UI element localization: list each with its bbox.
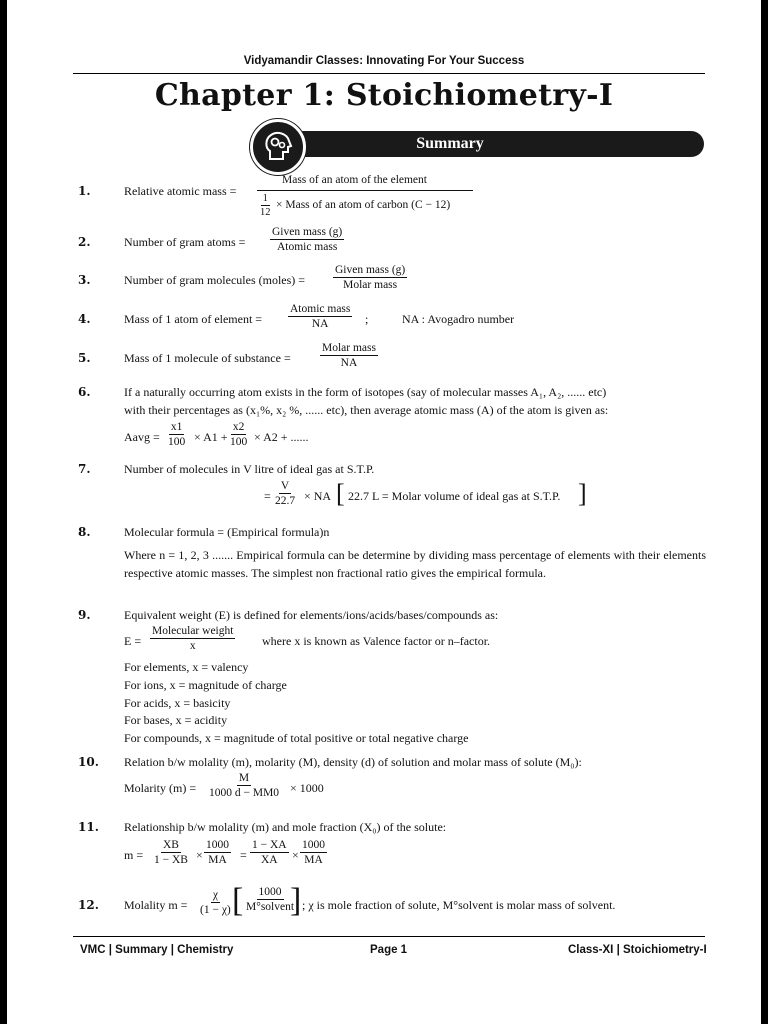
item-7-times-na: × NA — [304, 489, 332, 503]
item-11-line1: Relationship b/w molality (m) and mole fraction (X₀) of the solute: — [124, 820, 447, 834]
item-4-semicolon: ; — [365, 312, 369, 326]
item-11-times-1: × — [196, 848, 203, 862]
item-6-line2: with their percentages as (x₁%, x₂ %, ...... etc), then average atomic mass (A) of the atom is given as: — [124, 403, 609, 417]
item-9-lhs: E = — [124, 634, 142, 648]
item-8-label: Molecular formula = (Empirical formula)n — [124, 525, 330, 539]
item-8-number: 8. — [78, 525, 91, 539]
item-12-note: ; χ is mole fraction of solute, M°solvent is molar mass of solvent. — [302, 898, 616, 912]
item-7-number: 7. — [78, 462, 91, 476]
item-4-number: 4. — [78, 312, 91, 326]
item-12-fraction-1: χ (1 − χ) — [200, 889, 231, 916]
head-gears-icon — [250, 119, 306, 175]
item-2-fraction: Given mass (g) Atomic mass — [272, 226, 343, 253]
item-9-case-ions: For ions, x = magnitude of charge — [124, 678, 287, 692]
item-12-label: Molality m = — [124, 898, 188, 912]
item-6-fraction-2: x2 100 — [230, 421, 248, 448]
item-2-label: Number of gram atoms = — [124, 235, 246, 249]
item-5-fraction: Molar mass NA — [322, 342, 376, 369]
header-institute: Vidyamandir Classes: Innovating For Your Success — [243, 55, 525, 67]
item-6-number: 6. — [78, 385, 91, 399]
item-10-times-1000: × 1000 — [290, 781, 324, 795]
item-10-lhs: Molarity (m) = — [124, 781, 197, 795]
summary-label: Summary — [416, 135, 484, 152]
item-12-fraction-2: 1000 M°solvent — [246, 886, 295, 913]
item-9-case-acids: For acids, x = basicity — [124, 696, 231, 710]
item-2-number: 2. — [78, 235, 91, 249]
item-7-bracket-text: 22.7 L = Molar volume of ideal gas at S.T.P. — [348, 489, 561, 503]
item-10-line1: Relation b/w molality (m), molarity (M), density (d) of solution and molar mass of solute (M₀): — [124, 755, 582, 769]
footer-rule — [73, 936, 705, 937]
item-7-bracket-left: [ — [336, 479, 345, 508]
item-6-line1: If a naturally occurring atom exists in the form of isotopes (say of molecular masses A₁, A₂, ...... etc) — [124, 385, 607, 399]
item-12-bracket-left: [ — [232, 882, 244, 919]
item-10-number: 10. — [78, 755, 99, 769]
item-9-case-elements: For elements, x = valency — [124, 660, 249, 674]
item-9-case-compounds: For compounds, x = magnitude of total positive or total negative charge — [124, 731, 469, 745]
page-left-border — [0, 0, 7, 1024]
item-4-fraction: Atomic mass NA — [290, 303, 351, 330]
footer-right: Class-XI | Stoichiometry-I — [568, 944, 707, 956]
item-11-fraction-3: 1 − XA XA — [252, 839, 287, 866]
item-1-label: Relative atomic mass = — [124, 184, 237, 198]
item-9-line1: Equivalent weight (E) is defined for elements/ions/acids/bases/compounds as: — [124, 608, 499, 622]
item-9-note: where x is known as Valence factor or n–factor. — [262, 634, 491, 648]
item-7-equals: = — [264, 489, 271, 503]
item-5-number: 5. — [78, 351, 91, 365]
footer-page-number: Page 1 — [370, 944, 408, 956]
item-1-fraction-bar — [257, 190, 473, 191]
item-9-number: 9. — [78, 608, 91, 622]
item-6-fraction-1: x1 100 — [168, 421, 186, 448]
item-1-denominator: × Mass of an atom of carbon (C − 12) — [276, 199, 451, 211]
item-11-fraction-2: 1000 MA — [206, 839, 229, 866]
item-7-bracket-right: ] — [578, 479, 587, 508]
item-11-equals: = — [240, 848, 247, 862]
item-12-number: 12. — [78, 898, 99, 912]
item-9-fraction: Molecular weight x — [152, 625, 234, 652]
item-11-fraction-1: XB 1 − XB — [154, 839, 188, 866]
item-11-fraction-4: 1000 MA — [302, 839, 325, 866]
page-right-border — [761, 0, 768, 1024]
footer-left: VMC | Summary | Chemistry — [80, 944, 234, 956]
item-8-paragraph: Where n = 1, 2, 3 ....... Empirical formula can be determine by dividing mass percentage of elements with their elements respective atomic masses. The simplest non fractional ratio gives the empirical formula. — [124, 548, 706, 580]
item-11-lhs: m = — [124, 848, 144, 862]
item-3-number: 3. — [78, 273, 91, 287]
item-3-label: Number of gram molecules (moles) = — [124, 273, 306, 287]
item-3-fraction: Given mass (g) Molar mass — [335, 264, 406, 291]
item-1-one-twelfth: 1 12 — [260, 193, 271, 218]
item-1-number: 1. — [78, 184, 91, 198]
header-rule — [73, 73, 705, 74]
item-6-term-2: × A2 + ...... — [254, 430, 309, 444]
item-7-fraction: V 22.7 — [275, 480, 296, 507]
item-4-note: NA : Avogadro number — [402, 312, 515, 326]
item-5-label: Mass of 1 molecule of substance = — [124, 351, 291, 365]
item-10-fraction: M 1000 d − MM0 — [209, 772, 280, 799]
item-11-times-2: × — [292, 848, 299, 862]
item-6-term-1: × A1 + — [194, 430, 228, 444]
item-11-number: 11. — [78, 820, 99, 834]
item-1-numerator: Mass of an atom of the element — [282, 174, 427, 186]
page-title: Chapter 1: Stoichiometry-I — [154, 78, 614, 113]
item-7-line1: Number of molecules in V litre of ideal gas at S.T.P. — [124, 462, 375, 476]
item-4-label: Mass of 1 atom of element = — [124, 312, 263, 326]
item-12-bracket-right: ] — [290, 882, 302, 919]
item-6-lhs: Aavg = — [124, 430, 160, 444]
item-9-case-bases: For bases, x = acidity — [124, 713, 228, 727]
